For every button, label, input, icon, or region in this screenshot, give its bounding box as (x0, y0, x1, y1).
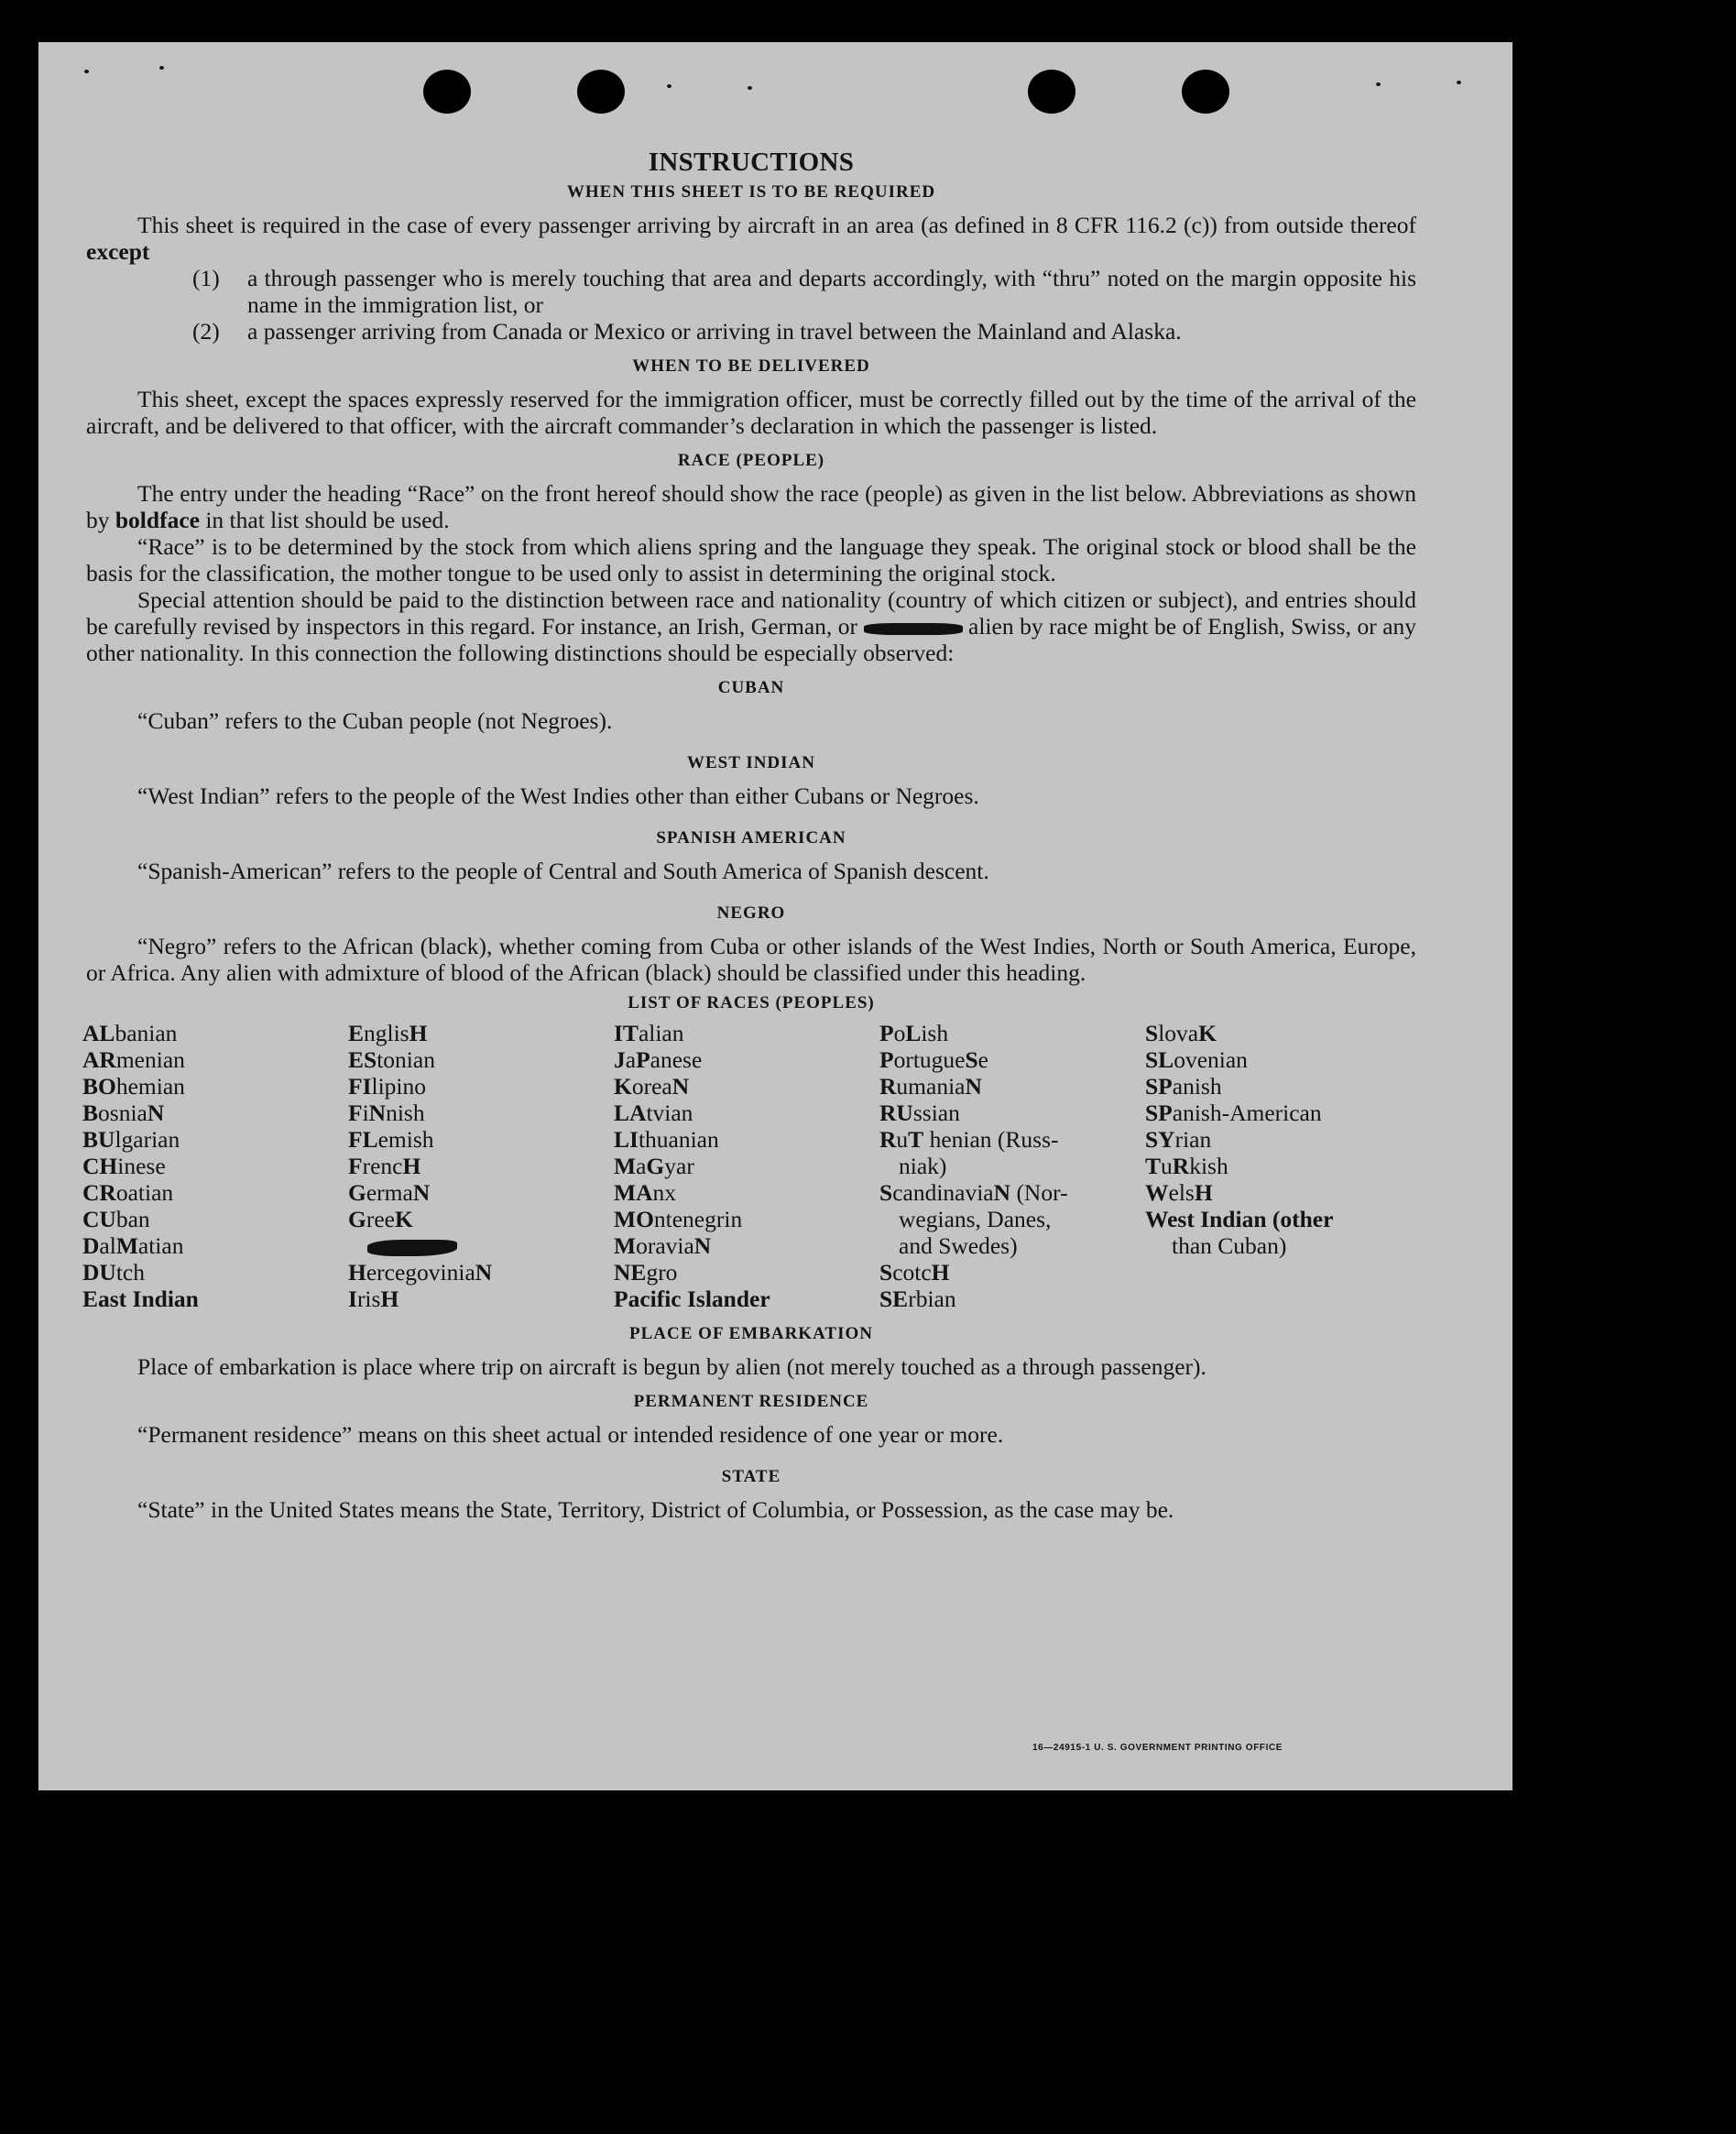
race-name-part: tch (115, 1259, 145, 1286)
race-entry (1145, 1206, 1411, 1232)
punch-hole (577, 70, 625, 114)
speck (667, 84, 671, 88)
race-abbreviation: LA (614, 1100, 647, 1126)
document-sheet (38, 42, 1512, 1790)
embarkation-heading: PLACE OF EMBARKATION (629, 1324, 873, 1343)
race-entry (348, 1179, 614, 1206)
race-name-part: a (625, 1046, 637, 1073)
race-name-part: cotc (892, 1259, 932, 1286)
races-column (1145, 1020, 1411, 1312)
race-abbreviation: M (614, 1232, 637, 1259)
race-name-part: yar (664, 1153, 694, 1179)
race-name-part: niak) (899, 1153, 947, 1179)
race-abbreviation: H (380, 1286, 399, 1312)
race-abbreviation: West Indian (other (1145, 1206, 1334, 1232)
race-entry (348, 1046, 614, 1073)
race-abbreviation: N (693, 1232, 712, 1259)
race-name-part: than Cuban) (1172, 1232, 1287, 1259)
race-abbreviation: SE (879, 1286, 909, 1312)
race-abbreviation: B (82, 1100, 99, 1126)
race-name-part: henian (Russ- (923, 1126, 1059, 1153)
race-entry (614, 1073, 879, 1100)
speck (1457, 81, 1461, 84)
race-name-part: u (896, 1126, 909, 1153)
race-entry (82, 1206, 348, 1232)
race-abbreviation: N (671, 1073, 690, 1100)
race-entry (879, 1286, 1145, 1312)
race-abbreviation: D (82, 1232, 100, 1259)
race-entry (1145, 1020, 1411, 1046)
race-abbreviation: AR (82, 1046, 116, 1073)
race-abbreviation: H (931, 1259, 950, 1286)
race-name-part: tonian (377, 1046, 435, 1073)
race-abbreviation: CR (82, 1179, 116, 1206)
race-abbreviation: NE (614, 1259, 647, 1286)
race-name-part: ree (366, 1206, 395, 1232)
race-name-part: inese (117, 1153, 166, 1179)
when-required-heading: WHEN THIS SHEET IS TO BE REQUIRED (566, 182, 936, 202)
race-entry (82, 1232, 348, 1259)
race-name-part: anese (650, 1046, 703, 1073)
race-entry (348, 1126, 614, 1153)
race-entry (879, 1126, 1145, 1153)
race-abbreviation: M (115, 1232, 138, 1259)
race-abbreviation: F (348, 1153, 363, 1179)
race-name-part: ercegovinia (366, 1259, 475, 1286)
exception-item (192, 265, 1416, 318)
west-indian-text: “West Indian” refers to the people of the West Indies other than either Cubans or Negroes. (137, 782, 979, 809)
race-entry (879, 1100, 1145, 1126)
race-name-part: and Swedes) (899, 1232, 1018, 1259)
race-entry (348, 1100, 614, 1126)
race-name-part: anish (1172, 1073, 1222, 1100)
race-name-part: umania (896, 1073, 966, 1100)
race-name-part: lipino (371, 1073, 427, 1100)
spanish-american-heading: SPANISH AMERICAN (656, 828, 846, 848)
race-name-part: rian (1174, 1126, 1212, 1153)
race-entry (614, 1206, 879, 1232)
race-abbreviation: SP (1145, 1100, 1173, 1126)
item-text: a passenger arriving from Canada or Mexico or arriving in travel between the Mainland and Alaska. (247, 318, 1182, 345)
race-name-part: erma (366, 1179, 413, 1206)
race-entry (82, 1073, 348, 1100)
race-text: alien by race might be of English, Swiss, or any other nationality. In this connection the following distinctions should be especially observed: (86, 613, 1417, 666)
race-entry (879, 1073, 1145, 1100)
race-name-part: hemian (115, 1073, 185, 1100)
race-abbreviation: CU (82, 1206, 116, 1232)
race-abbreviation: N (147, 1100, 165, 1126)
speck (1376, 82, 1381, 86)
speck (748, 86, 752, 90)
redaction-mark (367, 1240, 457, 1256)
item-text: a through passenger who is merely touching that area and departs accordingly, with “thru” noted on the margin opposite his name in the immigration list, or (247, 265, 1416, 318)
race-name-part: al (99, 1232, 116, 1259)
race-abbreviation: P (879, 1020, 894, 1046)
race-entry (348, 1206, 614, 1232)
race-entry (614, 1259, 879, 1286)
race-abbreviation: F (348, 1100, 363, 1126)
speck (84, 70, 89, 73)
race-abbreviation: K (614, 1073, 632, 1100)
race-abbreviation: East Indian (82, 1286, 199, 1312)
race-entry (348, 1153, 614, 1179)
race-abbreviation: J (614, 1046, 626, 1073)
race-entry (82, 1179, 348, 1206)
race-name-part: ovenian (1174, 1046, 1248, 1073)
race-entry (614, 1232, 879, 1259)
race-abbreviation: Pacific Islander (614, 1286, 770, 1312)
race-entry (614, 1153, 879, 1179)
race-entry (879, 1020, 1145, 1046)
race-entry (1145, 1100, 1411, 1126)
race-abbreviation: N (412, 1179, 431, 1206)
spanish-american-text: “Spanish-American” refers to the people of Central and South America of Spanish descent. (137, 858, 989, 884)
punch-hole (1182, 70, 1229, 114)
race-abbreviation: G (646, 1153, 665, 1179)
item-number: (1) (192, 265, 220, 291)
race-abbreviation: W (1145, 1179, 1169, 1206)
race-text: in that list should be used. (199, 507, 450, 533)
race-abbreviation: L (905, 1020, 922, 1046)
race-abbreviation: N (368, 1100, 387, 1126)
race-entry (348, 1232, 614, 1259)
race-entry (348, 1259, 614, 1286)
page-title: INSTRUCTIONS (648, 148, 855, 177)
race-name-part: e (977, 1046, 988, 1073)
race-abbreviation: S (1145, 1020, 1159, 1046)
race-abbreviation: ES (348, 1046, 377, 1073)
race-name-part: banian (115, 1020, 178, 1046)
race-abbreviation: M (614, 1153, 637, 1179)
races-list (82, 1020, 1416, 1312)
race-abbreviation: SP (1145, 1073, 1173, 1100)
race-entry (82, 1046, 348, 1073)
race-abbreviation: LI (614, 1126, 639, 1153)
race-entry (614, 1286, 879, 1312)
race-entry (82, 1286, 348, 1312)
race-name-part: ntenegrin (653, 1206, 743, 1232)
race-name-part: renc (362, 1153, 403, 1179)
race-paragraph-2: “Race” is to be determined by the stock from which aliens spring and the language they speak. The original stock or blood shall be the basis for the classification, the mother tongue to be used only to assist in determining the original stock. (86, 533, 1416, 586)
race-entry (879, 1259, 1145, 1286)
race-entry (348, 1020, 614, 1046)
race-name-part: ban (115, 1206, 150, 1232)
embarkation-text: Place of embarkation is place where trip on aircraft is begun by alien (not merely touched as a through passenger). (137, 1353, 1206, 1380)
race-entry (614, 1100, 879, 1126)
race-name-part: ortugue (893, 1046, 966, 1073)
race-abbreviation: DU (82, 1259, 116, 1286)
negro-text: “Negro” refers to the African (black), whether coming from Cuba or other islands of the West Indies, North or South America, Europe, or Africa. Any alien with admixture of blood of the African (black) should be classified under this heading. (86, 933, 1416, 986)
item-number: (2) (192, 318, 220, 345)
race-abbreviation: G (348, 1179, 366, 1206)
race-entry (1145, 1046, 1411, 1073)
speck (159, 66, 164, 70)
race-abbreviation: FI (348, 1073, 372, 1100)
race-name-part: atian (137, 1232, 184, 1259)
state-text: “State” in the United States means the State, Territory, District of Columbia, or Possession, as the case may be. (137, 1496, 1174, 1523)
race-name-part: nx (652, 1179, 676, 1206)
instructions-content (82, 148, 1417, 1523)
when-required-intro (86, 212, 1416, 265)
race-abbreviation: N (475, 1259, 493, 1286)
race-entry (1145, 1153, 1411, 1179)
race-entry (82, 1020, 348, 1046)
race-abbreviation: BO (82, 1073, 116, 1100)
race-abbreviation: AL (82, 1020, 115, 1046)
race-name-part: rbian (908, 1286, 956, 1312)
race-name-part: ssian (912, 1100, 960, 1126)
race-text: Special attention should be paid to the distinction between race and nationality (country of which citizen or subject), and entries should be carefully revised by inspectors in this regard. For instance, an Irish, German, or (86, 586, 1416, 640)
race-entry (879, 1232, 1145, 1259)
intro-text: This sheet is required in the case of every passenger arriving by aircraft in an area (as defined in 8 CFR 116.2 (c)) from outside thereof (137, 212, 1416, 238)
race-abbreviation: P (636, 1046, 650, 1073)
race-abbreviation: K (394, 1206, 413, 1232)
race-name-part: nglis (364, 1020, 409, 1046)
race-name-part: o (893, 1020, 906, 1046)
race-entry (879, 1206, 1145, 1232)
race-name-part: menian (115, 1046, 185, 1073)
race-name-part: u (1161, 1153, 1173, 1179)
race-abbreviation: S (879, 1259, 893, 1286)
race-abbreviation: K (1198, 1020, 1217, 1046)
race-name-part: a (636, 1153, 647, 1179)
race-abbreviation: T (1145, 1153, 1162, 1179)
race-abbreviation: FL (348, 1126, 378, 1153)
race-name-part: anish-American (1172, 1100, 1322, 1126)
race-entry (1145, 1073, 1411, 1100)
race-entry (1145, 1232, 1411, 1259)
race-entry (82, 1153, 348, 1179)
race-abbreviation: N (965, 1073, 982, 1100)
print-footer: 16—24915-1 U. S. GOVERNMENT PRINTING OFFICE (1032, 1743, 1283, 1753)
race-abbreviation: CH (82, 1153, 118, 1179)
race-name-part: orea (631, 1073, 672, 1100)
race-entry (614, 1020, 879, 1046)
race-name-part: i (362, 1100, 369, 1126)
race-entry (614, 1046, 879, 1073)
race-text: The entry under the heading “Race” on the front hereof should show the race (people) as given in the list below. Abbreviations as shown by (86, 480, 1416, 533)
races-column (348, 1020, 614, 1312)
races-column (82, 1020, 348, 1312)
race-name-part: oatian (115, 1179, 174, 1206)
residence-heading: PERMANENT RESIDENCE (633, 1392, 869, 1411)
race-entry (1145, 1126, 1411, 1153)
punch-hole (1028, 70, 1075, 114)
race-abbreviation: R (879, 1126, 897, 1153)
race-name-part: oravia (636, 1232, 694, 1259)
race-entry (82, 1126, 348, 1153)
race-abbreviation: H (1194, 1179, 1213, 1206)
race-name-part: (Nor- (1010, 1179, 1068, 1206)
race-abbreviation: H (402, 1153, 421, 1179)
race-abbreviation: G (348, 1206, 366, 1232)
race-abbreviation: IT (614, 1020, 639, 1046)
race-abbreviation: SL (1145, 1046, 1174, 1073)
race-abbreviation: MA (614, 1179, 653, 1206)
race-name-part: gro (646, 1259, 678, 1286)
residence-text: “Permanent residence” means on this sheet actual or intended residence of one year or more. (137, 1421, 1004, 1448)
race-heading: RACE (PEOPLE) (677, 451, 825, 470)
cuban-heading: CUBAN (717, 678, 785, 697)
race-name-part: nish (386, 1100, 425, 1126)
race-entry (614, 1126, 879, 1153)
race-abbreviation: SY (1145, 1126, 1175, 1153)
race-entry (879, 1153, 1145, 1179)
race-abbreviation: S (965, 1046, 978, 1073)
race-name-part: candinavia (892, 1179, 994, 1206)
negro-heading: NEGRO (716, 903, 786, 923)
race-paragraph-1 (86, 480, 1416, 533)
race-name-part: ish (921, 1020, 949, 1046)
cuban-text: “Cuban” refers to the Cuban people (not Negroes). (137, 707, 613, 734)
west-indian-heading: WEST INDIAN (687, 753, 815, 772)
race-entry (82, 1259, 348, 1286)
race-name-part: els (1168, 1179, 1195, 1206)
race-paragraph-3 (86, 586, 1416, 666)
race-abbreviation: MO (614, 1206, 654, 1232)
race-abbreviation: S (879, 1179, 893, 1206)
race-abbreviation: T (908, 1126, 924, 1153)
race-abbreviation: H (348, 1259, 366, 1286)
races-column (879, 1020, 1145, 1312)
race-name-part: osnia (98, 1100, 147, 1126)
race-abbreviation: R (1172, 1153, 1190, 1179)
exception-item (192, 318, 1416, 345)
race-entry (1145, 1179, 1411, 1206)
when-delivered-heading: WHEN TO BE DELIVERED (632, 356, 870, 376)
intro-bold: except (86, 238, 150, 265)
race-name-part: emish (377, 1126, 434, 1153)
race-name-part: thuanian (638, 1126, 719, 1153)
race-abbreviation: RU (879, 1100, 913, 1126)
race-abbreviation: H (409, 1020, 428, 1046)
punch-hole (423, 70, 471, 114)
race-abbreviation: I (348, 1286, 357, 1312)
race-entry (348, 1073, 614, 1100)
race-name-part: alian (638, 1020, 684, 1046)
race-name-part: ris (356, 1286, 381, 1312)
redaction-mark (864, 623, 963, 635)
state-heading: STATE (721, 1467, 781, 1486)
race-entry (348, 1286, 614, 1312)
races-column (614, 1020, 879, 1312)
race-abbreviation: BU (82, 1126, 115, 1153)
race-name-part: kish (1189, 1153, 1228, 1179)
race-entry (879, 1179, 1145, 1206)
race-entry (82, 1100, 348, 1126)
race-bold: boldface (115, 507, 200, 533)
race-name-part: tvian (646, 1100, 693, 1126)
when-delivered-text: This sheet, except the spaces expressly reserved for the immigration officer, must be correctly filled out by the time of the arrival of the aircraft, and be delivered to that officer, with the aircraft commander’s declaration in which the passenger is listed. (86, 386, 1416, 439)
race-abbreviation: P (879, 1046, 894, 1073)
race-name-part: lgarian (115, 1126, 180, 1153)
race-abbreviation: R (879, 1073, 897, 1100)
race-entry (614, 1179, 879, 1206)
race-abbreviation: N (993, 1179, 1011, 1206)
race-name-part: lova (1158, 1020, 1199, 1046)
race-abbreviation: E (348, 1020, 365, 1046)
list-of-races-heading: LIST OF RACES (PEOPLES) (628, 993, 875, 1012)
race-entry (879, 1046, 1145, 1073)
race-name-part: wegians, Danes, (899, 1206, 1052, 1232)
